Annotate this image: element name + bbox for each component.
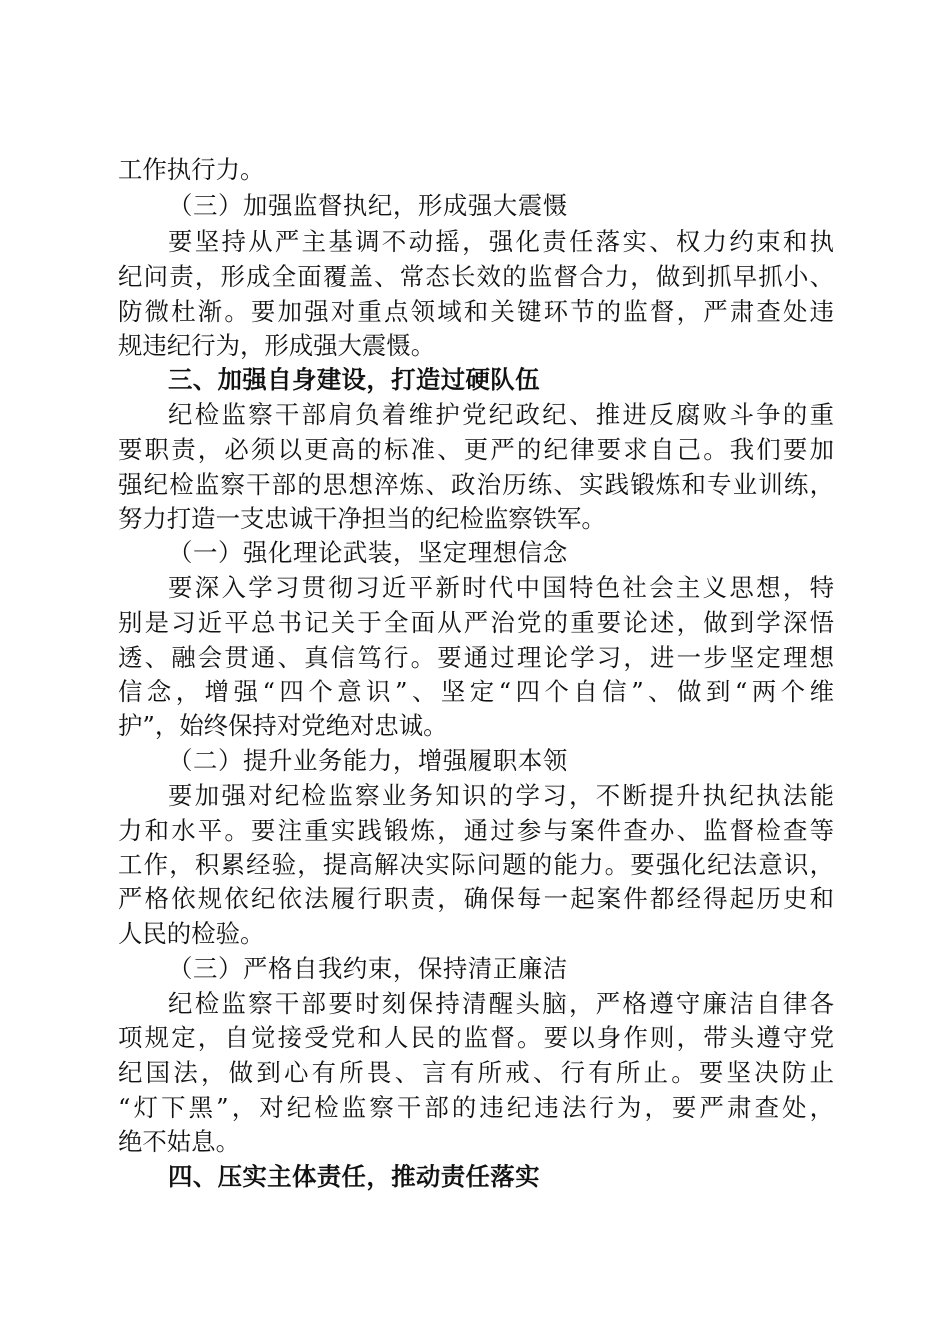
subheading: （三）加强监督执纪，形成强大震慑 — [168, 191, 568, 220]
paragraph-line: 要坚持从严主基调不动摇，强化责任落实、权力约束和执 — [168, 227, 834, 256]
paragraph-line: 要加强对纪检监察业务知识的学习，不断提升执纪执法能 — [168, 781, 834, 810]
paragraph-line: 努力打造一支忠诚干净担当的纪检监察铁军。 — [118, 504, 606, 533]
paragraph-line: 护”，始终保持对党绝对忠诚。 — [118, 711, 448, 740]
paragraph-line: 纪检监察干部要时刻保持清醒头脑，严格遵守廉洁自律各 — [168, 989, 834, 1018]
paragraph-line: 要深入学习贯彻习近平新时代中国特色社会主义思想，特 — [168, 573, 834, 602]
paragraph-line: “灯下黑”，对纪检监察干部的违纪违法行为，要严肃查处， — [118, 1093, 834, 1122]
paragraph-line: 别是习近平总书记关于全面从严治党的重要论述，做到学深悟 — [118, 608, 834, 637]
paragraph-line: 项规定，自觉接受党和人民的监督。要以身作则，带头遵守党 — [118, 1023, 834, 1052]
paragraph-line: 力和水平。要注重实践锻炼，通过参与案件查办、监督检查等 — [118, 816, 834, 845]
section-heading: 四、压实主体责任，推动责任落实 — [168, 1162, 540, 1191]
subheading: （三）严格自我约束，保持清正廉洁 — [168, 954, 568, 983]
paragraph-line: 纪国法，做到心有所畏、言有所戒、行有所止。要坚决防止 — [118, 1058, 834, 1087]
paragraph-line: 人民的检验。 — [118, 919, 265, 948]
paragraph-line: 防微杜渐。要加强对重点领域和关键环节的监督，严肃查处违 — [118, 297, 834, 326]
paragraph-line: 纪问责，形成全面覆盖、常态长效的监督合力，做到抓早抓小、 — [118, 262, 834, 291]
subheading: （一）强化理论武装，坚定理想信念 — [168, 538, 568, 567]
paragraph-line: 规违纪行为，形成强大震慑。 — [118, 331, 436, 360]
paragraph-line: 要职责，必须以更高的标准、更严的纪律要求自己。我们要加 — [118, 435, 834, 464]
subheading: （二）提升业务能力，增强履职本领 — [168, 746, 568, 775]
section-heading: 三、加强自身建设，打造过硬队伍 — [168, 365, 540, 394]
paragraph-line: 纪检监察干部肩负着维护党纪政纪、推进反腐败斗争的重 — [168, 400, 834, 429]
paragraph-line: 绝不姑息。 — [118, 1127, 240, 1156]
paragraph-line: 强纪检监察干部的思想淬炼、政治历练、实践锻炼和专业训练， — [118, 470, 834, 499]
paragraph-line: 信念，增强“四个意识”、坚定“四个自信”、做到“两个维 — [118, 677, 834, 706]
paragraph-line: 严格依规依纪依法履行职责，确保每一起案件都经得起历史和 — [118, 884, 834, 913]
text-line: 工作执行力。 — [118, 155, 265, 184]
paragraph-line: 透、融会贯通、真信笃行。要通过理论学习，进一步坚定理想 — [118, 643, 834, 672]
paragraph-line: 工作，积累经验，提高解决实际问题的能力。要强化纪法意识， — [118, 850, 834, 879]
